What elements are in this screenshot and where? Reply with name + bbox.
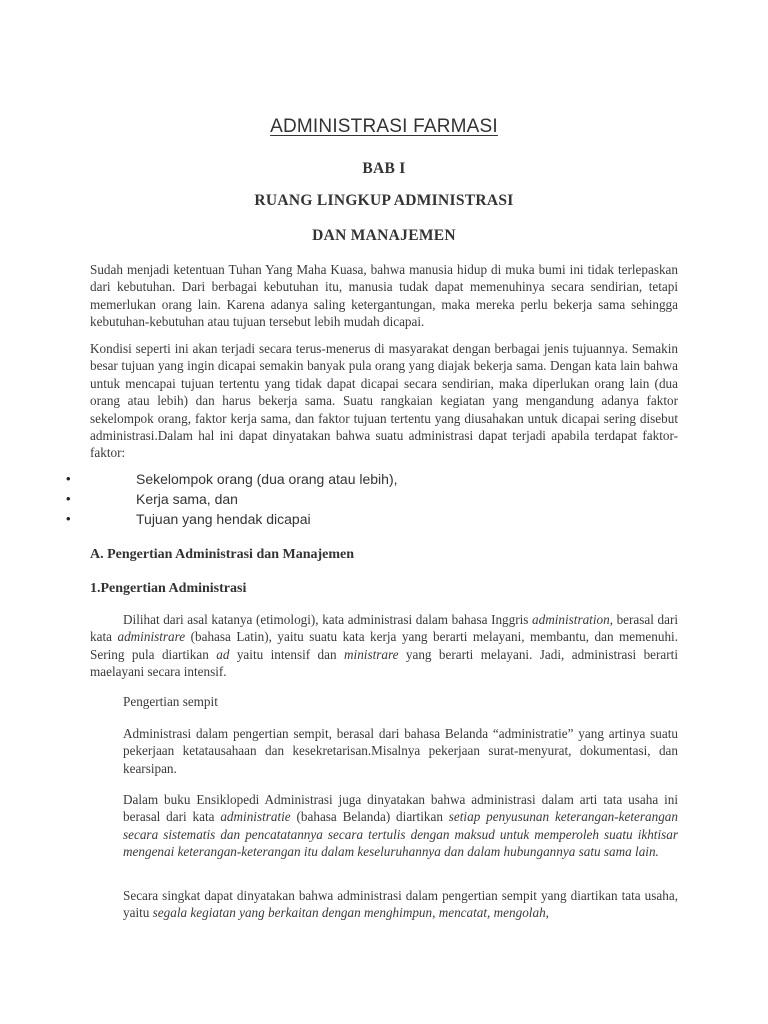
document-title: ADMINISTRASI FARMASI	[270, 116, 498, 137]
list-item-text: Kerja sama, dan	[136, 491, 238, 507]
italic-term: ad	[216, 646, 230, 662]
italic-term: administration	[532, 612, 610, 627]
paragraph-etymology	[90, 611, 678, 681]
text-run: (bahasa Belanda) diartikan	[290, 809, 449, 825]
list-item	[0, 511, 768, 531]
text-run: (bahasa Latin), yaitu suatu kata kerja yang berarti melayani, membantu, dan memenuhi. Sering pula diartikan	[90, 629, 678, 662]
bullet-icon: •	[66, 471, 71, 486]
chapter-title-line1: RUANG LINGKUP ADMINISTRASI	[254, 192, 514, 209]
list-item-text: Tujuan yang hendak dicapai	[136, 511, 311, 527]
chapter-title-line2: DAN MANAJEMEN	[312, 227, 456, 244]
chapter-heading: BAB I	[362, 160, 406, 177]
italic-definition: segala kegiatan yang berkaitan dengan menghimpun, mencatat, mengolah,	[152, 905, 549, 921]
bullet-icon: •	[66, 491, 71, 506]
italic-term: ministrare	[344, 646, 399, 662]
paragraph-encyclopedia	[123, 791, 678, 861]
text-run: Dalam buku Ensiklopedi Administrasi juga dinyatakan bahwa administrasi dalam arti tata usaha ini berasal dari kata	[123, 792, 678, 825]
text-run: yaitu intensif dan	[229, 646, 345, 662]
paragraph-intro: Sudah menjadi ketentuan Tuhan Yang Maha Kuasa, bahwa manusia hidup di muka bumi ini tidak terlepaskan dari kebutuhan. Dari berbagai kebutuhan itu, manusia tudak dapat memenuhinya secara sendirian, tetapi memerlukan orang lain. Karena adanya saling ketergantungan, maka mereka perlu bekerja sama sehingga kebutuhan-kebutuhan atau tujuan tersebut lebih mudah dicapai.	[90, 262, 678, 330]
paragraph-summary	[123, 887, 678, 922]
italic-term: administrare	[117, 629, 186, 645]
text-run: , berasal dari kata	[90, 612, 678, 645]
list-item-text: Sekelompok orang (dua orang atau lebih),	[136, 471, 398, 487]
narrow-definition-label: Pengertian sempit	[123, 694, 218, 709]
list-item	[0, 471, 768, 491]
italic-definition: setiap penyusunan keterangan-keterangan secara sistematis dan pencatatannya secara tertulis dengan maksud untuk memperoleh suatu ikhtisar mengenai keterangan-keterangan itu dalam keseluruhannya dan dalam hubungannya satu sama lain.	[123, 809, 678, 860]
paragraph-conditions: Kondisi seperti ini akan terjadi secara terus-menerus di masyarakat dengan berbagai jenis tujuannya. Semakin besar tujuan yang ingin dicapai semakin banyak pula orang yang diajak bekerja sama. Dengan kata lain bahwa untuk mencapai tujuan tertentu yang tidak dapat dicapai secara sendirian, maka diperlukan orang lain (dua orang atau lebih) dan harus bekerja sama. Suatu rangkaian kegiatan yang mengandung adanya faktor sekelompok orang, faktor kerja sama, dan faktor tujuan tertentu yang diusahakan untuk dicapai sering disebut administrasi.Dalam hal ini dapat dinyatakan bahwa suatu administrasi dapat terjadi apabila terdapat faktor-faktor:	[90, 341, 678, 461]
text-run: Dilihat dari asal katanya (etimologi), kata administrasi dalam bahasa Inggris	[123, 612, 533, 627]
bullet-icon: •	[66, 511, 71, 526]
paragraph-narrow-definition: Administrasi dalam pengertian sempit, berasal dari bahasa Belanda “administratie” yang artinya suatu pekerjaan ketatausahaan dan kesekretarisan.Misalnya pekerjaan surat-menyurat, dokumentasi, dan kearsipan.	[123, 726, 678, 776]
section-1-heading: 1.Pengertian Administrasi	[90, 581, 247, 596]
text-run: yang berarti melayani. Jadi, administrasi berarti maelayani secara intensif.	[90, 646, 679, 680]
section-a-heading: A. Pengertian Administrasi dan Manajemen	[90, 547, 355, 562]
factor-list	[0, 471, 768, 531]
list-item	[0, 491, 768, 511]
text-run: Secara singkat dapat dinyatakan bahwa administrasi dalam pengertian sempit yang diartikan tata usaha, yaitu	[123, 888, 678, 921]
italic-term: administratie	[220, 809, 291, 825]
